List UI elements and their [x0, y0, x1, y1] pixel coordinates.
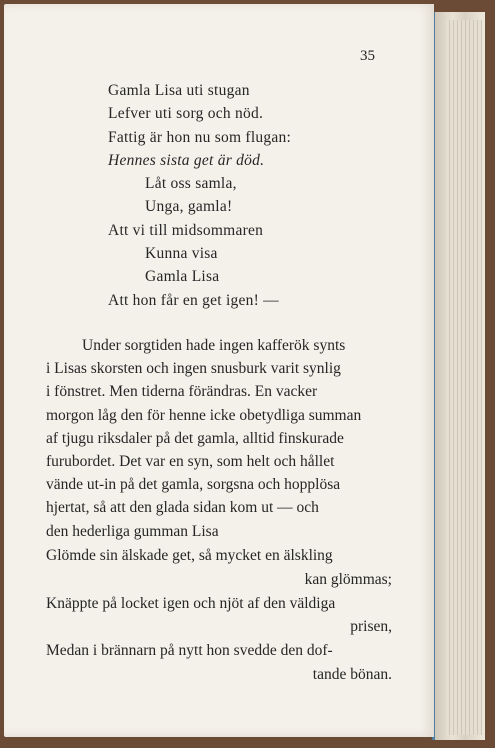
- poem-line: Fattig är hon nu som flugan:: [108, 128, 292, 146]
- poem-line: Lefver uti sorg och nöd.: [108, 105, 264, 123]
- verse-line: Medan i brännarn på nytt hon svedde den dof-: [46, 642, 333, 660]
- verse-line-continuation: prisen,: [350, 618, 392, 636]
- prose-line: den hederliga gumman Lisa: [46, 522, 219, 540]
- prose-line: morgon låg den för henne icke obetydliga summan: [46, 406, 362, 424]
- verse-line: Glömde sin älskade get, så mycket en älskling: [46, 547, 333, 564]
- book-page: [4, 4, 434, 737]
- poem-block: [108, 79, 291, 312]
- poem-line-indented: Kunna visa: [145, 245, 218, 263]
- prose-paragraph: [46, 334, 392, 543]
- prose-line: i Lisas skorsten och ingen snusburk varit synlig: [46, 360, 341, 378]
- poem-line: Att vi till midsommaren: [108, 221, 264, 239]
- hexameter-verse: [46, 544, 392, 687]
- prose-line: af tjugu riksdaler på det gamla, alltid finskurade: [46, 429, 344, 447]
- verse-line: Knäppte på locket igen och njöt af den väldiga: [46, 594, 336, 612]
- prose-line: i fönstret. Men tiderna förändras. En vacker: [46, 383, 318, 401]
- page-number: 35: [360, 48, 375, 64]
- poem-line-indented: Låt oss samla,: [145, 175, 237, 193]
- verse-line-continuation: tande bönan.: [312, 665, 392, 683]
- prose-line: furubordet. Det var en syn, som helt och hållet: [46, 453, 335, 471]
- poem-line-italic: Hennes sista get är död.: [108, 151, 265, 169]
- verse-line-continuation: kan glömmas;: [304, 570, 392, 588]
- poem-line-indented: Unga, gamla!: [145, 198, 233, 216]
- prose-line: hjertat, så att den glada sidan kom ut — och: [46, 499, 319, 517]
- poem-line-indented: Gamla Lisa: [145, 268, 220, 286]
- page-edge-leaves: [446, 20, 482, 735]
- poem-line: Att hon får en get igen! —: [108, 291, 279, 309]
- prose-line: Under sorgtiden hade ingen kafferök synts: [82, 337, 346, 354]
- prose-line: vände ut-in på det gamla, sorgsna och hopplösa: [46, 476, 341, 494]
- poem-line: Gamla Lisa uti stugan: [108, 82, 250, 99]
